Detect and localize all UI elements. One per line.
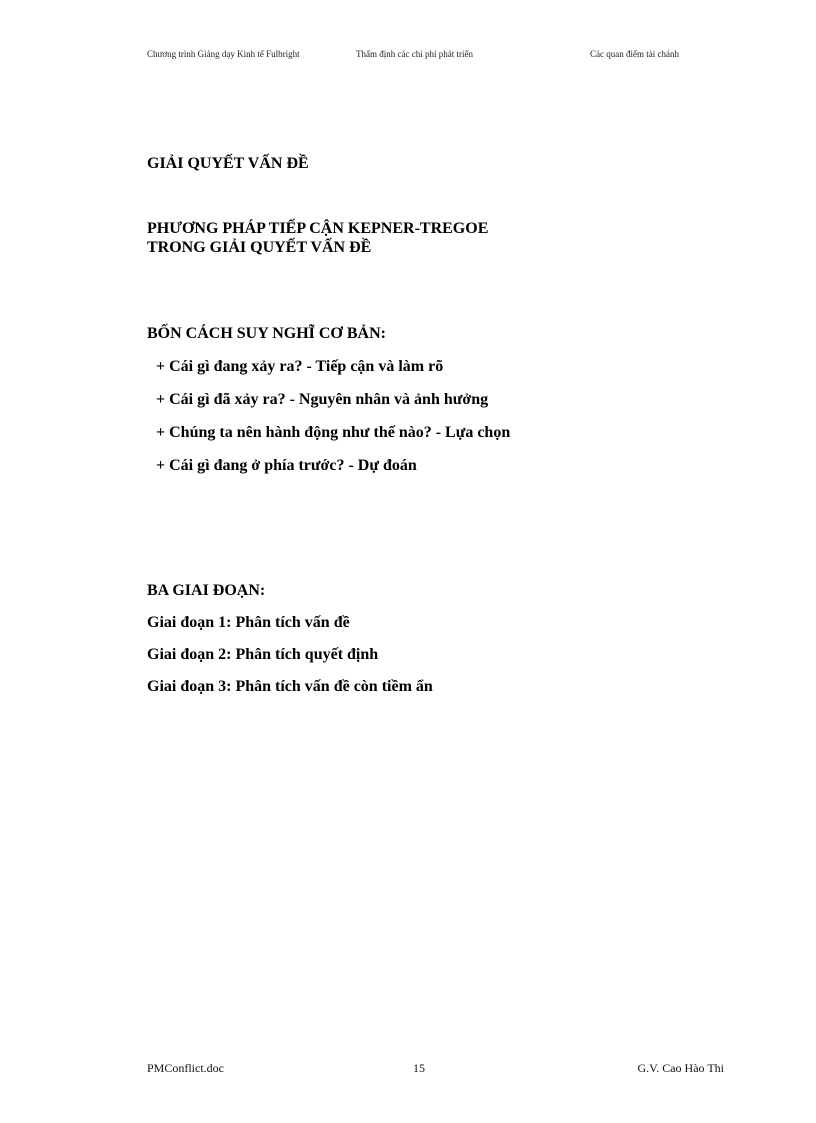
page-footer [0, 1060, 816, 1076]
method-title-line: PHƯƠNG PHÁP TIẾP CẬN KEPNER-TREGOE [147, 220, 489, 237]
thinking-item: + Chúng ta nên hành động như thế nào? - Lựa chọn [156, 424, 511, 441]
header-program-name: Chương trình Giảng dạy Kinh tế Fulbright [147, 49, 300, 59]
header-section-title: Các quan điểm tài chánh [590, 49, 679, 59]
thinking-item: + Cái gì đã xảy ra? - Nguyên nhân và ảnh hưởng [156, 391, 489, 408]
footer-page-number: 15 [413, 1061, 425, 1075]
method-title-line: TRONG GIẢI QUYẾT VẤN ĐỀ [147, 239, 372, 256]
footer-file-name: PMConflict.doc [147, 1061, 224, 1075]
header-course-title: Thẩm định các chi phí phát triển [356, 49, 473, 59]
footer-author: G.V. Cao Hào Thi [637, 1061, 724, 1075]
phases-section [147, 581, 433, 697]
thinking-item: + Cái gì đang xảy ra? - Tiếp cận và làm rõ [156, 358, 444, 375]
phase-item: Giai đoạn 3: Phân tích vấn đề còn tiềm ẩn [147, 678, 433, 695]
method-title [147, 219, 488, 257]
phase-item: Giai đoạn 1: Phân tích vấn đề [147, 614, 350, 631]
thinking-item: + Cái gì đang ở phía trước? - Dự đoán [156, 457, 417, 474]
thinking-section [147, 324, 510, 476]
thinking-heading: BỐN CÁCH SUY NGHĨ CƠ BẢN: [147, 325, 386, 342]
phase-item: Giai đoạn 2: Phân tích quyết định [147, 646, 379, 663]
phases-heading: BA GIAI ĐOẠN: [147, 582, 266, 599]
page-header [0, 47, 816, 61]
page-title: GIẢI QUYẾT VẤN ĐỀ [147, 155, 309, 172]
